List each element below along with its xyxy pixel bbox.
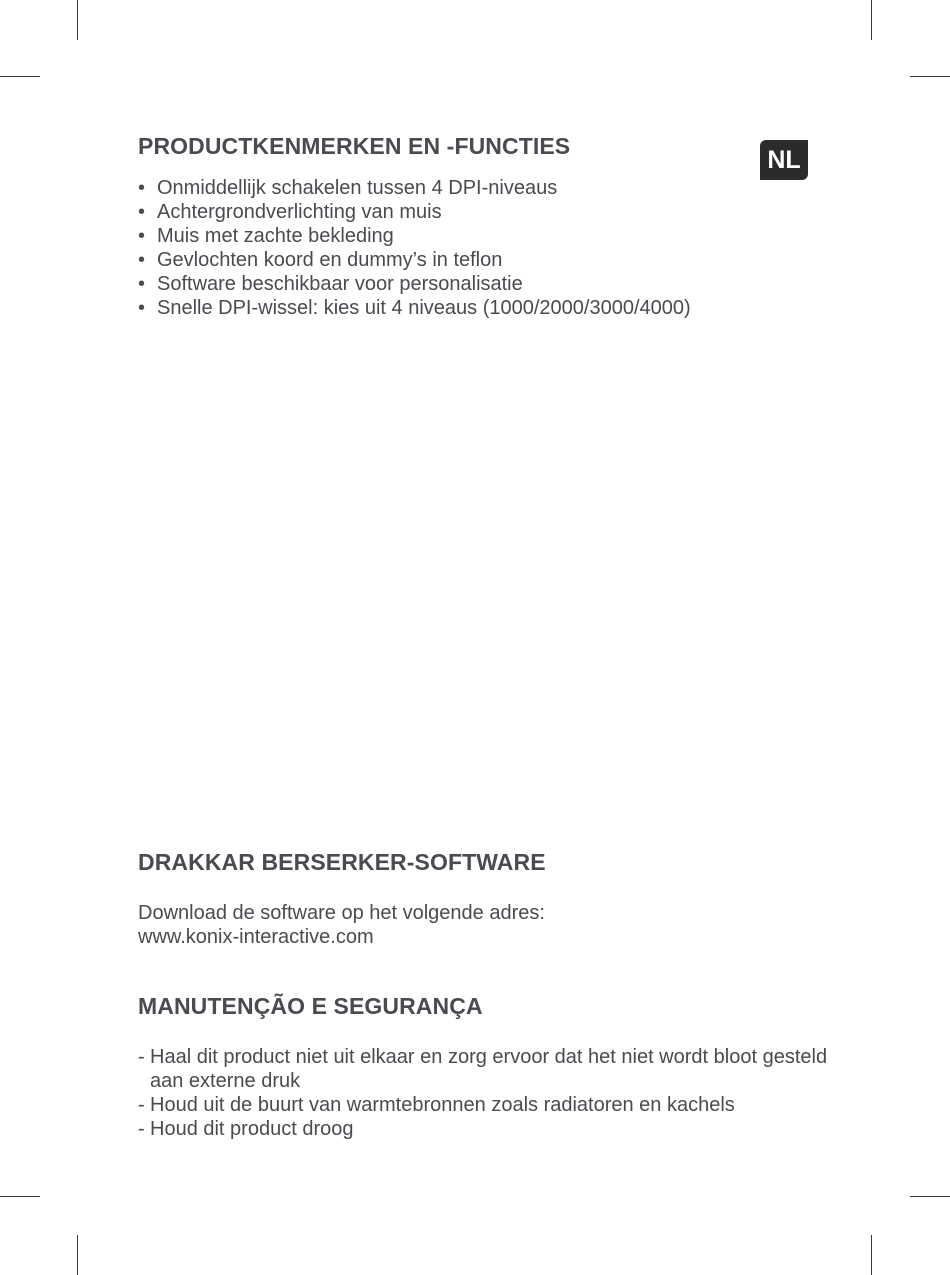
language-badge: NL [760, 140, 808, 180]
maintenance-item: - Houd dit product droog [138, 1117, 838, 1141]
software-url: www.konix-interactive.com [138, 926, 374, 948]
feature-item: • Snelle DPI-wissel: kies uit 4 niveaus (1000/2000/3000/4000) [138, 296, 691, 320]
software-heading: DRAKKAR BERSERKER-SOFTWARE [138, 849, 546, 875]
maintenance-item: - Haal dit product niet uit elkaar en zorg ervoor dat het niet wordt bloot gesteld aan externe druk [138, 1045, 838, 1093]
crop-mark-bottom-right-vertical [871, 1235, 872, 1275]
feature-item: • Onmiddellijk schakelen tussen 4 DPI-niveaus [138, 176, 691, 200]
maintenance-item: - Houd uit de buurt van warmtebronnen zoals radiatoren en kachels [138, 1093, 838, 1117]
crop-mark-bottom-right-horizontal [910, 1196, 950, 1197]
maintenance-heading: MANUTENÇÃO E SEGURANÇA [138, 993, 483, 1019]
crop-mark-top-right-vertical [871, 0, 872, 40]
crop-mark-top-left-vertical [77, 0, 78, 40]
crop-mark-bottom-left-vertical [77, 1235, 78, 1275]
feature-item: • Software beschikbaar voor personalisatie [138, 272, 691, 296]
feature-item: • Muis met zachte bekleding [138, 224, 691, 248]
maintenance-list [138, 1045, 838, 1141]
crop-mark-top-left-horizontal [0, 76, 40, 77]
feature-item: • Achtergrondverlichting van muis [138, 200, 691, 224]
feature-item: • Gevlochten koord en dummy’s in teflon [138, 248, 691, 272]
software-download-text: Download de software op het volgende adres: [138, 902, 545, 924]
crop-mark-bottom-left-horizontal [0, 1196, 40, 1197]
features-heading: PRODUCTKENMERKEN EN -FUNCTIES [138, 133, 571, 159]
crop-mark-top-right-horizontal [910, 76, 950, 77]
features-list [138, 176, 691, 320]
